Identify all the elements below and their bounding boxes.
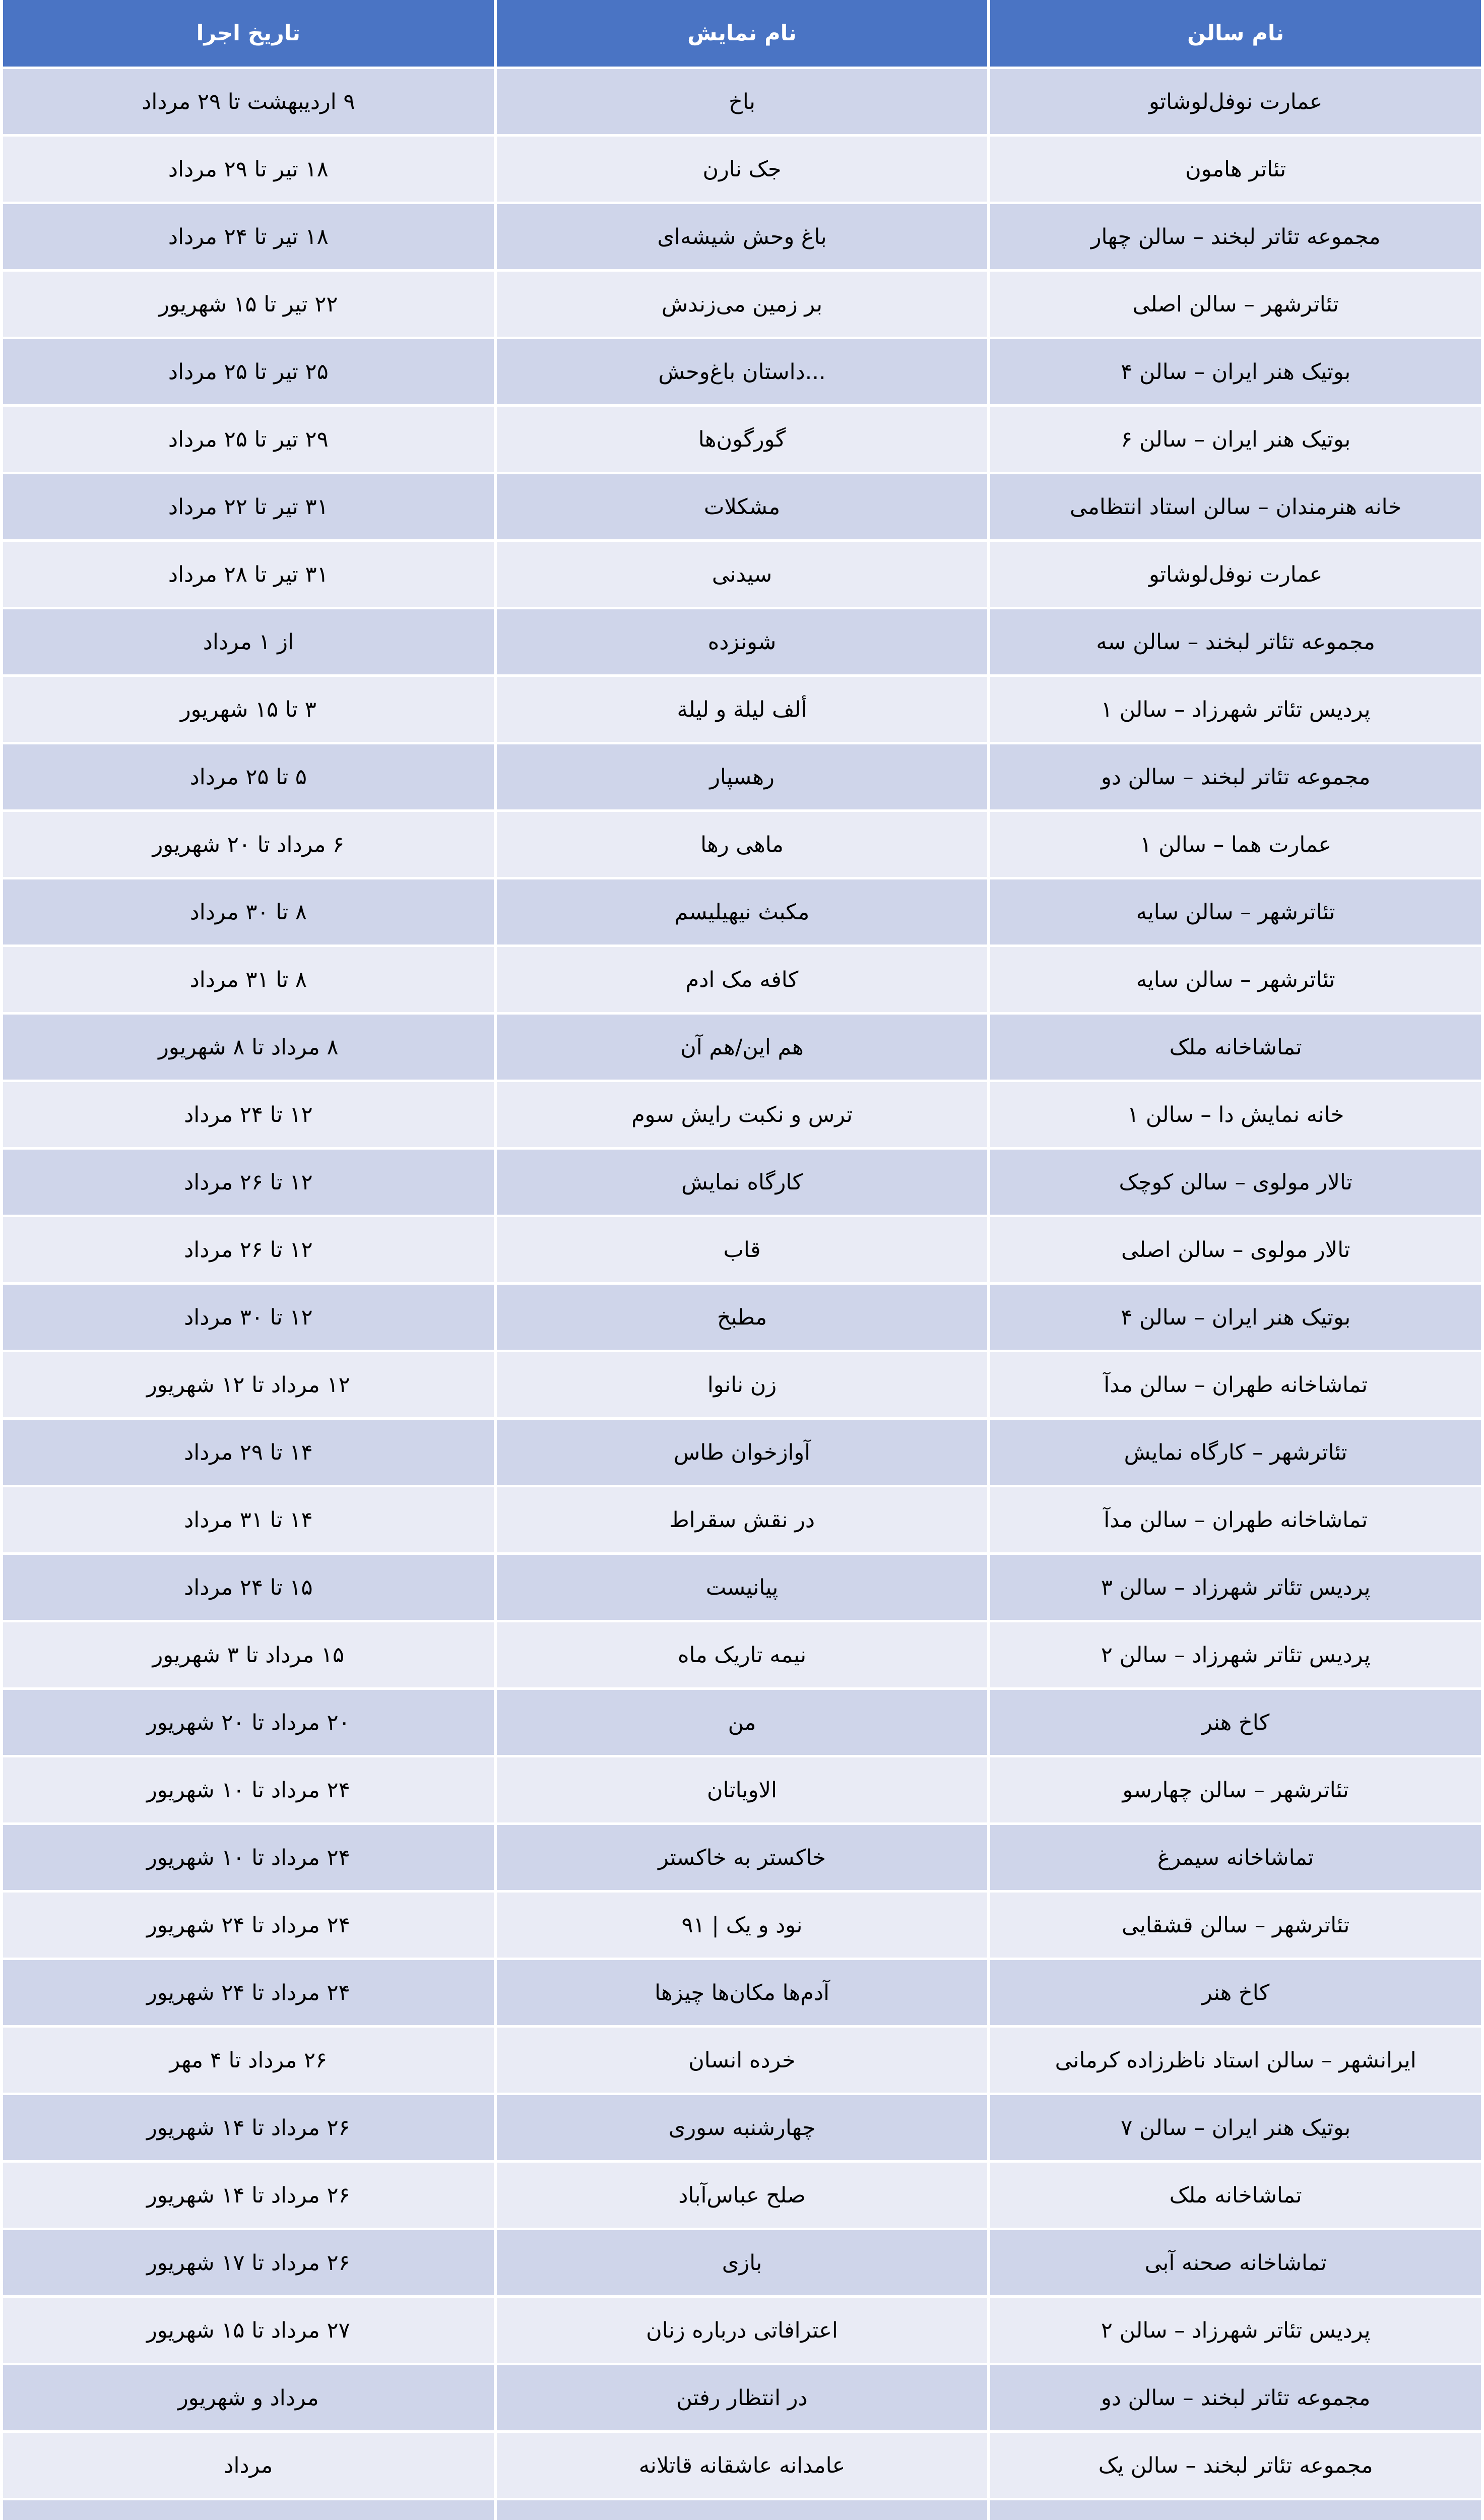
venue-cell: مجموعه تئاتر لبخند – سالن دو xyxy=(989,2364,1482,2432)
venue-cell: تماشاخانه طهران – سالن مدآ xyxy=(989,1486,1482,1554)
table-row xyxy=(2,473,1482,541)
table-row xyxy=(2,1419,1482,1486)
run-dates-cell: از ۱ مرداد xyxy=(2,608,495,676)
show-name-cell: خرده انسان xyxy=(495,2027,989,2094)
table-row xyxy=(2,1284,1482,1351)
show-name-cell: هم این/هم آن xyxy=(495,1014,989,1081)
run-dates-cell: ۲۵ تیر تا ۲۵ مرداد xyxy=(2,338,495,406)
run-dates-cell: ۱۵ تا ۲۴ مرداد xyxy=(2,1554,495,1621)
table-row xyxy=(2,1554,1482,1621)
show-name-cell: نود و یک | ۹۱ xyxy=(495,1892,989,1959)
table-row xyxy=(2,1959,1482,2027)
run-dates-cell: ۱۸ تیر تا ۲۹ مرداد xyxy=(2,136,495,203)
show-name-cell: پیانیست xyxy=(495,1554,989,1621)
venue-cell: تماشاخانه ملک xyxy=(989,2162,1482,2229)
run-dates-cell: ۱۴ تا ۳۱ مرداد xyxy=(2,1486,495,1554)
venue-cell: بوتیک هنر ایران – سالن ۴ xyxy=(989,1284,1482,1351)
table-row xyxy=(2,878,1482,946)
venue-cell: مجموعه تئاتر لبخند – سالن دو xyxy=(989,743,1482,811)
run-dates-cell: ۲۰ مرداد تا ۲۰ شهریور xyxy=(2,1689,495,1756)
run-dates-cell: ۱۲ تا ۲۴ مرداد xyxy=(2,1081,495,1149)
show-name-cell: ماهی رها xyxy=(495,811,989,878)
venue-cell: پردیس تئاتر شهرزاد – سالن ۲ xyxy=(989,2297,1482,2364)
table-row xyxy=(2,1621,1482,1689)
show-name-cell: کارگاه نمایش xyxy=(495,1149,989,1216)
table-row xyxy=(2,608,1482,676)
table-row xyxy=(2,1014,1482,1081)
venue-cell: تالار مولوی – سالن کوچک xyxy=(989,1149,1482,1216)
venue-cell: مجموعه تئاتر لبخند – سالن سه xyxy=(989,608,1482,676)
table-row xyxy=(2,1892,1482,1959)
run-dates-cell: ۲۶ مرداد تا ۱۷ شهریور xyxy=(2,2229,495,2297)
venue-cell: پردیس تئاتر شهرزاد – سالن ۱ xyxy=(989,676,1482,743)
venue-cell: تئاتر هامون xyxy=(989,136,1482,203)
run-dates-cell: ۲۷ مرداد تا ۱۵ شهریور xyxy=(2,2297,495,2364)
venue-cell xyxy=(989,2499,1482,2520)
run-dates-cell: ۶ مرداد تا ۲۰ شهریور xyxy=(2,811,495,878)
venue-cell: مجموعه تئاتر لبخند – سالن چهار xyxy=(989,203,1482,271)
show-name-cell: مکبث نیهیلیسم xyxy=(495,878,989,946)
run-dates-cell xyxy=(2,2499,495,2520)
run-dates-cell: ۲۴ مرداد تا ۱۰ شهریور xyxy=(2,1756,495,1824)
show-name-cell: خاکستر به خاکستر xyxy=(495,1824,989,1892)
run-dates-cell: ۱۲ تا ۳۰ مرداد xyxy=(2,1284,495,1351)
show-name-cell: آوازخوان طاس xyxy=(495,1419,989,1486)
venue-cell: تماشاخانه سیمرغ xyxy=(989,1824,1482,1892)
show-name-cell: در نقش سقراط xyxy=(495,1486,989,1554)
table-row xyxy=(2,541,1482,608)
table-header xyxy=(2,0,1482,68)
show-name-cell: سیدنی xyxy=(495,541,989,608)
venue-cell: پردیس تئاتر شهرزاد – سالن ۳ xyxy=(989,1554,1482,1621)
table-row xyxy=(2,2499,1482,2520)
table-row xyxy=(2,1081,1482,1149)
run-dates-cell: ۲۶ مرداد تا ۱۴ شهریور xyxy=(2,2094,495,2162)
table-body xyxy=(2,68,1482,2520)
run-dates-cell: مرداد xyxy=(2,2432,495,2499)
venue-cell: تئاترشهر – سالن قشقایی xyxy=(989,1892,1482,1959)
table-row xyxy=(2,68,1482,136)
run-dates-cell: ۲۴ مرداد تا ۲۴ شهریور xyxy=(2,1892,495,1959)
show-name-cell: مطبخ xyxy=(495,1284,989,1351)
run-dates-cell: ۸ تا ۳۱ مرداد xyxy=(2,946,495,1014)
header-show: نام نمایش xyxy=(495,0,989,68)
venue-cell: بوتیک هنر ایران – سالن ۶ xyxy=(989,406,1482,473)
show-name-cell: باخ xyxy=(495,68,989,136)
show-name-cell: آدم‌ها مکان‌ها چیزها xyxy=(495,1959,989,2027)
run-dates-cell: ۳ تا ۱۵ شهریور xyxy=(2,676,495,743)
table-row xyxy=(2,2027,1482,2094)
run-dates-cell: ۱۴ تا ۲۹ مرداد xyxy=(2,1419,495,1486)
venue-cell: تئاترشهر – کارگاه نمایش xyxy=(989,1419,1482,1486)
table-row xyxy=(2,1756,1482,1824)
venue-cell: کاخ هنر xyxy=(989,1689,1482,1756)
run-dates-cell: ۲۶ مرداد تا ۴ مهر xyxy=(2,2027,495,2094)
table-row xyxy=(2,743,1482,811)
table-row xyxy=(2,2162,1482,2229)
show-name-cell: شونزده xyxy=(495,608,989,676)
show-name-cell: الاویاتان xyxy=(495,1756,989,1824)
show-name-cell: بازی xyxy=(495,2229,989,2297)
venue-cell: خانه نمایش دا – سالن ۱ xyxy=(989,1081,1482,1149)
run-dates-cell: مرداد و شهریور xyxy=(2,2364,495,2432)
show-name-cell: در انتظار رفتن xyxy=(495,2364,989,2432)
venue-cell: تماشاخانه صحنه آبی xyxy=(989,2229,1482,2297)
run-dates-cell: ۲۴ مرداد تا ۱۰ شهریور xyxy=(2,1824,495,1892)
header-dates: تاریخ اجرا xyxy=(2,0,495,68)
venue-cell: عمارت نوفل‌لوشاتو xyxy=(989,68,1482,136)
show-name-cell: قاب xyxy=(495,1216,989,1284)
table-row xyxy=(2,1824,1482,1892)
table-row xyxy=(2,2094,1482,2162)
table-row xyxy=(2,338,1482,406)
run-dates-cell: ۳۱ تیر تا ۲۲ مرداد xyxy=(2,473,495,541)
header-venue: نام سالن xyxy=(989,0,1482,68)
run-dates-cell: ۱۲ تا ۲۶ مرداد xyxy=(2,1216,495,1284)
table-row xyxy=(2,811,1482,878)
table-row xyxy=(2,2297,1482,2364)
table-row xyxy=(2,136,1482,203)
show-name-cell: رهسپار xyxy=(495,743,989,811)
table-row xyxy=(2,676,1482,743)
table-row xyxy=(2,2229,1482,2297)
table-row xyxy=(2,2364,1482,2432)
run-dates-cell: ۳۱ تیر تا ۲۸ مرداد xyxy=(2,541,495,608)
show-name-cell: مشکلات xyxy=(495,473,989,541)
table-row xyxy=(2,1486,1482,1554)
show-name-cell: عامدانه عاشقانه قاتلانه xyxy=(495,2432,989,2499)
run-dates-cell: ۲۴ مرداد تا ۲۴ شهریور xyxy=(2,1959,495,2027)
run-dates-cell: ۱۸ تیر تا ۲۴ مرداد xyxy=(2,203,495,271)
venue-cell: پردیس تئاتر شهرزاد – سالن ۲ xyxy=(989,1621,1482,1689)
venue-cell: تماشاخانه ملک xyxy=(989,1014,1482,1081)
table-row xyxy=(2,1351,1482,1419)
venue-cell: تماشاخانه طهران – سالن مدآ xyxy=(989,1351,1482,1419)
show-name-cell: ...داستان باغ‌وحش xyxy=(495,338,989,406)
show-name-cell: اعترافاتی درباره زنان xyxy=(495,2297,989,2364)
show-name-cell: باغ وحش شیشه‌ای xyxy=(495,203,989,271)
show-name-cell: صلح عباس‌آباد xyxy=(495,2162,989,2229)
show-name-cell: بر زمین می‌زندش xyxy=(495,271,989,338)
show-name-cell: جک نارن xyxy=(495,136,989,203)
table-row xyxy=(2,406,1482,473)
run-dates-cell: ۲۲ تیر تا ۱۵ شهریور xyxy=(2,271,495,338)
venue-cell: تئاترشهر – سالن سایه xyxy=(989,946,1482,1014)
show-name-cell: زن نانوا xyxy=(495,1351,989,1419)
show-name-cell: کافه مک ادم xyxy=(495,946,989,1014)
venue-cell: تئاترشهر – سالن اصلی xyxy=(989,271,1482,338)
run-dates-cell: ۲۶ مرداد تا ۱۴ شهریور xyxy=(2,2162,495,2229)
venue-cell: بوتیک هنر ایران – سالن ۷ xyxy=(989,2094,1482,2162)
venue-cell: خانه هنرمندان – سالن استاد انتظامی xyxy=(989,473,1482,541)
venue-cell: ایرانشهر – سالن استاد ناظرزاده کرمانی xyxy=(989,2027,1482,2094)
run-dates-cell: ۲۹ تیر تا ۲۵ مرداد xyxy=(2,406,495,473)
show-name-cell xyxy=(495,2499,989,2520)
run-dates-cell: ۹ اردیبهشت تا ۲۹ مرداد xyxy=(2,68,495,136)
venue-cell: کاخ هنر xyxy=(989,1959,1482,2027)
show-name-cell: من xyxy=(495,1689,989,1756)
table-row xyxy=(2,1149,1482,1216)
run-dates-cell: ۱۲ تا ۲۶ مرداد xyxy=(2,1149,495,1216)
table-row xyxy=(2,946,1482,1014)
venue-cell: تئاترشهر – سالن سایه xyxy=(989,878,1482,946)
run-dates-cell: ۸ تا ۳۰ مرداد xyxy=(2,878,495,946)
run-dates-cell: ۵ تا ۲۵ مرداد xyxy=(2,743,495,811)
header-row xyxy=(2,0,1482,68)
venue-cell: مجموعه تئاتر لبخند – سالن یک xyxy=(989,2432,1482,2499)
venue-cell: عمارت هما – سالن ۱ xyxy=(989,811,1482,878)
venue-cell: عمارت نوفل‌لوشاتو xyxy=(989,541,1482,608)
venue-cell: بوتیک هنر ایران – سالن ۴ xyxy=(989,338,1482,406)
show-name-cell: گورگون‌ها xyxy=(495,406,989,473)
run-dates-cell: ۱۲ مرداد تا ۱۲ شهریور xyxy=(2,1351,495,1419)
run-dates-cell: ۱۵ مرداد تا ۳ شهریور xyxy=(2,1621,495,1689)
venue-cell: تئاترشهر – سالن چهارسو xyxy=(989,1756,1482,1824)
show-name-cell: نیمه تاریک ماه xyxy=(495,1621,989,1689)
show-name-cell: ترس و نکبت رایش سوم xyxy=(495,1081,989,1149)
venue-cell: تالار مولوی – سالن اصلی xyxy=(989,1216,1482,1284)
run-dates-cell: ۸ مرداد تا ۸ شهریور xyxy=(2,1014,495,1081)
show-name-cell: چهارشنبه سوری xyxy=(495,2094,989,2162)
table-row xyxy=(2,2432,1482,2499)
table-row xyxy=(2,1216,1482,1284)
table-row xyxy=(2,203,1482,271)
table-row xyxy=(2,271,1482,338)
table-row xyxy=(2,1689,1482,1756)
show-name-cell: ألف لیلة و لیلة xyxy=(495,676,989,743)
